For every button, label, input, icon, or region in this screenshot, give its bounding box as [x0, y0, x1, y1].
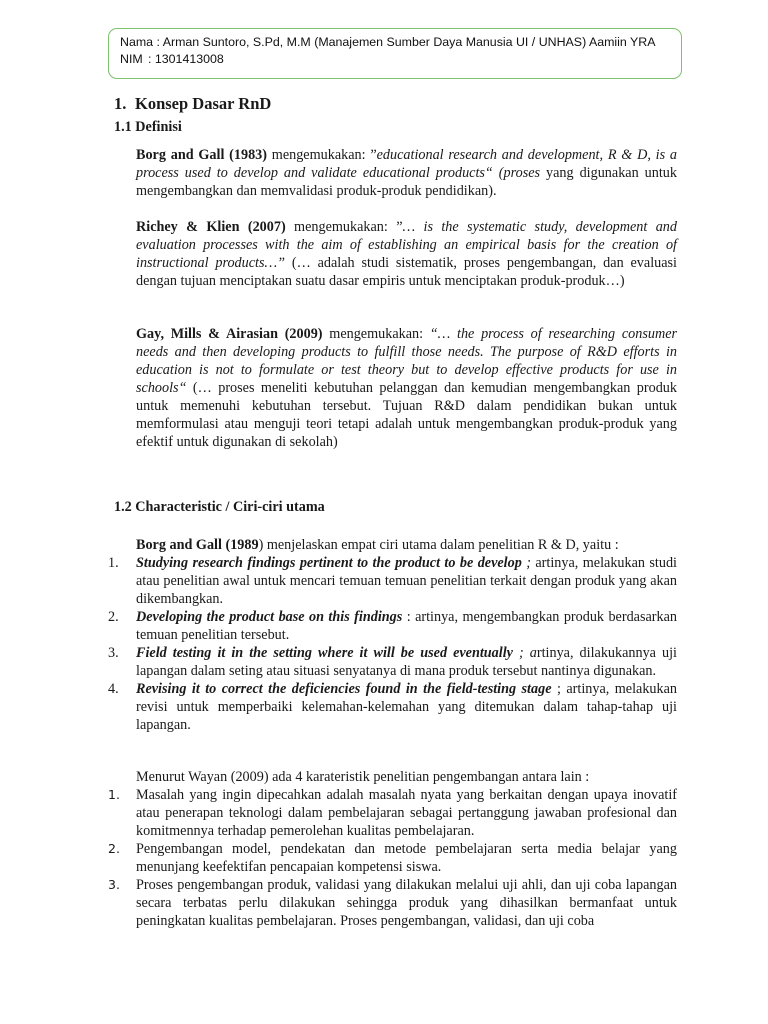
citation-quote: … is the systematic study, development and evaluation processes with the aim of establishing an empirical basis for the creation of instructional products…”: [136, 219, 677, 271]
item-separator: :: [402, 609, 411, 625]
list-item: [108, 876, 677, 930]
list-number: 1.: [108, 555, 119, 571]
characteristic-intro: [136, 536, 677, 554]
list-number: 3.: [108, 877, 120, 892]
intro-text: ) menjelaskan empat ciri utama dalam penelitian R & D, yaitu :: [258, 537, 619, 553]
item-title: Revising it to correct the deficiencies found in the field-testing stage: [136, 681, 552, 697]
borg-gall-characteristics-list: [108, 554, 677, 734]
list-item: [108, 786, 677, 840]
item-separator: ;: [521, 555, 531, 571]
item-text: artinya, melakukan revisi untuk memperbaiki kelemahan-kelemahan yang ditemukan dalam tahap-tahap uji lapangan.: [136, 681, 677, 733]
nim-value: : 1301413008: [148, 52, 224, 66]
citation-author: Borg and Gall (1983): [136, 147, 267, 163]
citation-verb: mengemukakan: ”: [285, 219, 403, 235]
item-title: Studying research findings pertinent to the product to be develop: [136, 555, 522, 571]
definition-paragraph-gay-mills-airasian: [136, 325, 677, 451]
nim-label: NIM: [120, 52, 143, 66]
citation-quote: “… the process of researching consumer needs and then developing products to fulfill those needs. The purpose of R&D efforts in education is not to formulate or test theory but to develop effective products for use in schools“: [136, 326, 678, 396]
item-text: Proses pengembangan produk, validasi yang dilakukan melalui uji ahli, dan uji coba lapangan secara terbatas perlu dilakukan sehingga produk yang dihasilkan bermanfaat untuk peningkatan kualitas pembelajaran. Proses pengembangan, validasi, dan uji coba: [136, 877, 677, 929]
list-item: [108, 840, 677, 876]
citation-translation: (… adalah studi sistematik, proses pengembangan, dan evaluasi dengan tujuan menciptakan suatu dasar empiris untuk menciptakan produk-produk…): [136, 255, 677, 289]
definisi-heading: 1.1 Definisi: [114, 119, 182, 135]
list-item: [108, 680, 677, 734]
citation-verb: mengemukakan:: [322, 326, 430, 342]
item-text: Masalah yang ingin dipecahkan adalah masalah nyata yang berkaitan dengan upaya inovatif atau penerapan teknologi dalam pembelajaran sebagai pertanggung jawaban profesional dan komitmennya terhadap pemerolehan kualitas pembelajaran.: [136, 787, 677, 839]
section-number: 1.: [114, 94, 127, 113]
wayan-intro: Menurut Wayan (2009) ada 4 karateristik penelitian pengembangan antara lain :: [136, 769, 590, 785]
list-number: 3.: [108, 645, 119, 661]
list-item: [108, 644, 677, 680]
author-info-box: [108, 28, 682, 79]
definition-paragraph-richey-klien: [136, 218, 677, 290]
section-title-text: Konsep Dasar RnD: [135, 94, 272, 113]
citation-quote: educational research and development, R & D, is a process used to develop and validate educational products“ (proses: [136, 147, 677, 181]
definition-paragraph-borg-gall: [136, 146, 677, 200]
characteristic-heading: 1.2 Characteristic / Ciri-ciri utama: [114, 499, 325, 515]
item-separator: ;: [551, 681, 561, 697]
citation-author: Richey & Klien (2007): [136, 219, 286, 235]
wayan-characteristics-list: [108, 786, 677, 930]
item-title: Field testing it in the setting where it will be used eventually: [136, 645, 513, 661]
citation-translation: (… proses meneliti kebutuhan pelanggan dan kemudian mengembangkan produk untuk memenuhi kebutuhan tersebut. Tujuan R&D dalam pendidikan bukan untuk memformulasi atau menguji teori tetapi adalah untuk mengembangkan produk-produk yang efektif untuk digunakan di sekolah): [136, 380, 677, 450]
list-number: 2.: [108, 841, 120, 856]
item-text: rtinya, dilakukannya uji lapangan dalam seting atau situasi senyatanya di mana produk tersebut nantinya digunakan.: [136, 645, 677, 679]
item-title: Developing the product base on this findings: [136, 609, 403, 625]
author-name-line: Nama : Arman Suntoro, S.Pd, M.M (Manajemen Sumber Daya Manusia UI / UNHAS) Aamiin YRA: [120, 35, 656, 49]
citation-translation: yang digunakan untuk mengembangkan dan memvalidasi produk-produk pendidikan).: [136, 165, 677, 199]
author-nim-line: [120, 51, 681, 68]
item-text: artinya, mengembangkan produk berdasarkan temuan penelitian tersebut.: [136, 609, 677, 643]
list-item: [108, 608, 677, 644]
item-text: Pengembangan model, pendekatan dan metode pembelajaran serta media belajar yang menunjang keefektifan pencapaian kompetensi siswa.: [136, 841, 677, 875]
list-number: 1.: [108, 787, 120, 802]
item-separator: ; a: [512, 645, 537, 661]
list-item: [108, 554, 677, 608]
item-text: artinya, melakukan studi atau penelitian awal untuk mencari temuan temuan penelitian terkait dengan produk yang akan dikembangkan.: [136, 555, 677, 607]
list-number: 4.: [108, 681, 119, 697]
section-title: [114, 95, 271, 113]
citation-author: Gay, Mills & Airasian (2009): [136, 326, 323, 342]
citation-verb: mengemukakan: ”: [267, 147, 377, 163]
list-number: 2.: [108, 609, 119, 625]
citation-author: Borg and Gall (1989: [136, 537, 259, 553]
